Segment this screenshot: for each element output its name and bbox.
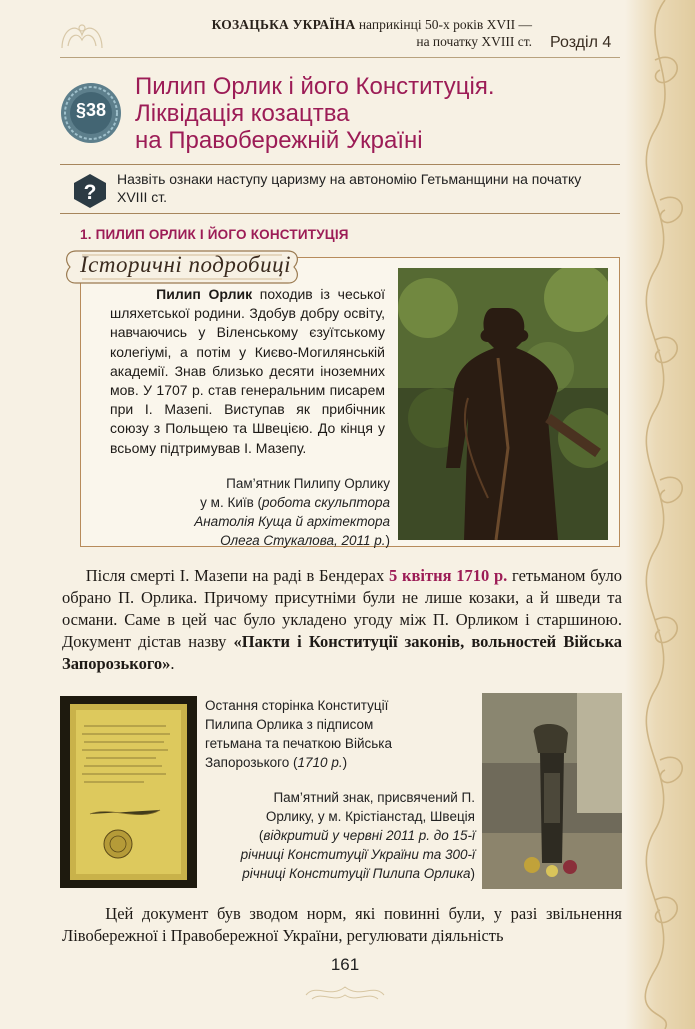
running-title-rest: наприкінці 50-х років XVII — (355, 17, 532, 32)
running-title-line2: на початку XVIII ст. (416, 34, 532, 49)
monument-caption-end: ) (385, 533, 390, 548)
side-ornament (625, 0, 695, 1029)
title-line-2: Ліквідація козацтва (135, 100, 350, 127)
section-label: Розділ 4 (550, 34, 612, 51)
paragraph-2-text: Цей документ був зводом норм, які повинні були, у разі звільнення Лівобережної і Правобережної України, регулювати діяльність (62, 904, 622, 945)
monument-caption-credit: робота скульптора Анатолія Куща й архітектора Олега Стукалова, 2011 р. (194, 495, 390, 548)
paragraph-number: §38 (75, 100, 107, 120)
subsection-title: 1. ПИЛИП ОРЛИК І ЙОГО КОНСТИТУЦІЯ (80, 227, 349, 242)
details-banner: Історичні подробиці (80, 252, 291, 277)
paragraph-1-part2: гетьманом було обрано П. Орлика. Причому присутніми були не лише козаки, а й шведи та османи. Саме в цей час було укладено угоду між П. Орликом і старшиною. Документ дістав назву (62, 566, 623, 651)
running-title-caps: КОЗАЦЬКА УКРАЇНА (211, 17, 356, 32)
election-date: 5 квітня 1710 р. (388, 566, 508, 585)
monument-caption-line2: у м. Київ ( (200, 495, 263, 510)
svg-text:?: ? (83, 181, 97, 204)
details-body: походив із чеської шляхетської родини. Здобув добру освіту, навчаючись у Віленському єзуїтському колегіумі, а потім у Києво-Могилянській академії. Знав близько десяти іноземних мов. У 1707 р. став генеральним писарем при І. Мазепі. Виступав як прибічник союзу з Польщею та Швецією. До кінця у всьому підтримував І. Мазепу. (110, 286, 385, 456)
paragraph-1-part1: Після смерті І. Мазепи на раді в Бендерах (85, 566, 389, 585)
question-box (60, 164, 620, 214)
paragraph-1 (62, 565, 622, 675)
question-text: Назвіть ознаки наступу царизму на автономію Гетьманщини на початку XVIII ст. (117, 171, 582, 205)
title-line-3: на Правобережній Україні (135, 127, 423, 154)
document-caption (205, 696, 425, 772)
paragraph-1-part3: . (170, 654, 175, 673)
page-title (135, 73, 605, 154)
document-caption-text: Остання сторінка Конституції Пилипа Орлика з підписом гетьмана та печаткою Війська Запорозького ( (205, 698, 392, 770)
details-text (110, 285, 385, 458)
constitution-page-photo (60, 696, 197, 888)
document-caption-end: ) (342, 755, 348, 770)
document-caption-year: 1710 р. (297, 755, 343, 770)
memorial-caption (230, 788, 475, 883)
page-number: 161 (330, 955, 360, 974)
memorial-caption-end: ) (470, 866, 475, 881)
monument-caption-line1: Пам’ятник Пилипу Орлику (226, 476, 390, 491)
running-head (150, 16, 532, 50)
header-divider (60, 57, 620, 58)
details-name: Пилип Орлик (156, 286, 253, 302)
memorial-caption-text: Пам’ятний знак, присвячений П. Орлику, у м. Крістіанстад, Швеція ( (258, 790, 475, 843)
monument-caption (180, 474, 390, 550)
memorial-caption-details: відкритий у червні 2011 р. до 15-ї річниці Конституції України та 300-ї річниці Конституції Пилипа Орлика (240, 828, 475, 881)
title-line-1: Пилип Орлик і його Конституція. (135, 73, 495, 100)
kristianstad-memorial-photo (482, 693, 622, 889)
question-icon (72, 173, 108, 209)
orlyk-monument-photo (398, 268, 608, 540)
paragraph-2 (62, 903, 622, 947)
constitution-title: «Пакти і Конституції законів, вольностей Війська Запорозького» (62, 632, 622, 673)
header-ornament (58, 18, 106, 52)
